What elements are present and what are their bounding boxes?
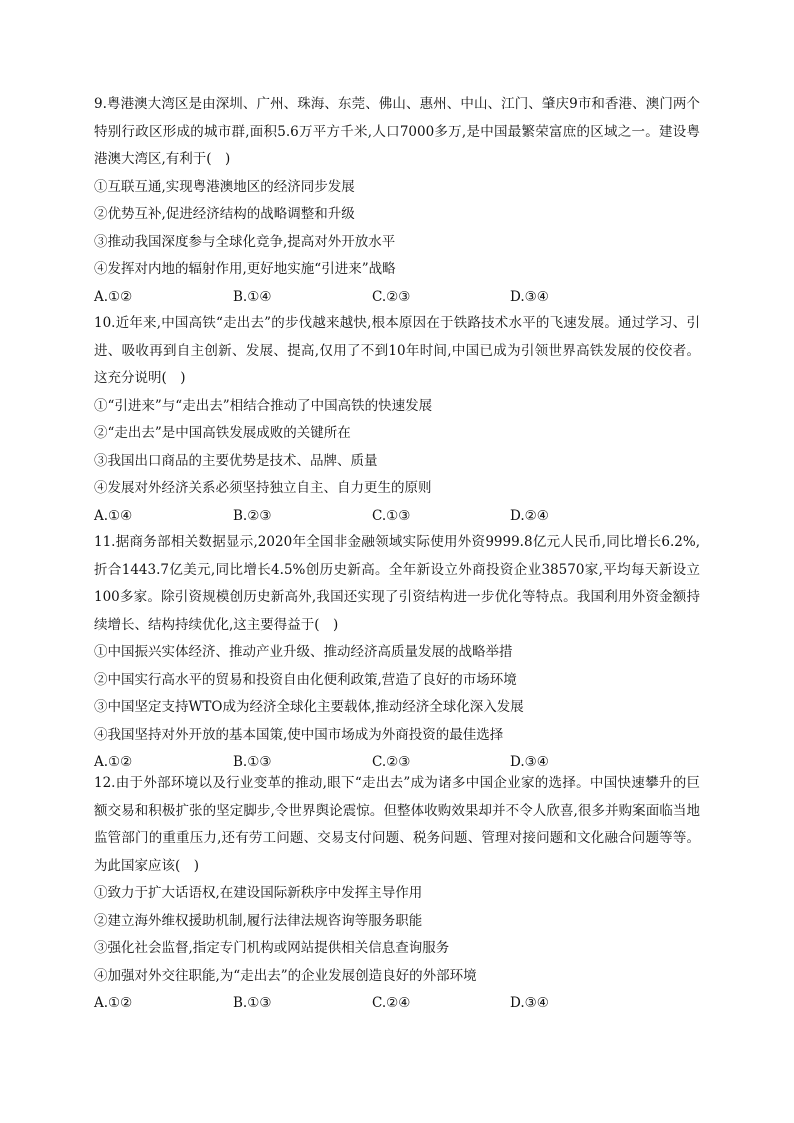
question-11-option-2: ②中国实行高水平的贸易和投资自由化便利政策,营造了良好的市场环境 <box>94 671 517 688</box>
question-9-stem: 9.粤港澳大湾区是由深圳、广州、珠海、东莞、佛山、惠州、中山、江门、肇庆9市和香港、澳门两个特别行政区形成的城市群,面积5.6万平方千米,人口7000多万,是中国最繁荣富庶的区域之一。建设粤港澳大湾区,有利于( ) <box>94 96 700 167</box>
question-11-stem: 11.据商务部相关数据显示,2020年全国非金融领域实际使用外资9999.8亿元人民币,同比增长6.2%,折合1443.7亿美元,同比增长4.5%创历史新高。全年新设立外商投资企业38570家,平均每天新设立100多家。除引资规模创历史新高外,我国还实现了引资结构进一步优化等特点。我国利用外资金额持续增长、结构持续优化,这主要得益于( ) <box>94 534 700 633</box>
question-10-choice-b: B.②③ <box>233 507 272 524</box>
question-9-option-2: ②优势互补,促进经济结构的战略调整和升级 <box>94 206 355 222</box>
question-10-choice-d: D.②④ <box>510 507 549 524</box>
question-9-choice-d: D.③④ <box>510 288 549 305</box>
question-12 <box>94 770 700 1018</box>
question-9 <box>94 91 700 311</box>
question-11-choice-d: D.③④ <box>510 754 549 770</box>
question-12-stem: 12.由于外部环境以及行业变革的推动,眼下“走出去”成为诸多中国企业家的选择。中国快速攀升的巨额交易和积极扩张的坚定脚步,令世界舆论震惊。但整体收购效果却并不令人欣喜,很多并购案面临当地监管部门的重重压力,还有劳工问题、交易支付问题、税务问题、管理对接问题和文化融合问题等等。为此国家应该( ) <box>94 775 700 874</box>
question-11-option-4: ④我国坚持对外开放的基本国策,使中国市场成为外商投资的最佳选择 <box>94 726 504 743</box>
question-9-option-3: ③推动我国深度参与全球化竞争,提高对外开放水平 <box>94 233 396 250</box>
question-9-option-1: ①互联互通,实现粤港澳地区的经济同步发展 <box>94 178 355 195</box>
question-12-option-1: ①致力于扩大话语权,在建设国际新秩序中发挥主导作用 <box>94 885 423 901</box>
question-10-stem: 10.近年来,中国高铁“走出去”的步伐越来越快,根本原因在于铁路技术水平的飞速发展。通过学习、引进、吸收再到自主创新、发展、提高,仅用了不到10年时间,中国已成为引领世界高铁发展的佼佼者。这充分说明( ) <box>94 315 700 386</box>
question-10-option-1: ①“引进来”与“走出去”相结合推动了中国高铁的快速发展 <box>94 397 433 414</box>
question-12-option-4: ④加强对外交往职能,为“走出去”的企业发展创造良好的外部环境 <box>94 967 477 984</box>
question-10-option-4: ④发展对外经济关系必须坚持独立自主、自力更生的原则 <box>94 480 432 496</box>
question-9-option-4: ④发挥对内地的辐射作用,更好地实施“引进来”战略 <box>94 261 396 277</box>
question-10 <box>94 310 700 530</box>
question-11-option-1: ①中国振兴实体经济、推动产业升级、推动经济高质量发展的战略举措 <box>94 644 513 660</box>
question-9-choice-a: A.①② <box>94 288 133 305</box>
question-12-option-3: ③强化社会监督,指定专门机构或网站提供相关信息查询服务 <box>94 940 450 956</box>
question-9-choice-b: B.①④ <box>233 288 272 305</box>
question-10-option-3: ③我国出口商品的主要优势是技术、品牌、质量 <box>94 452 378 469</box>
question-12-answer-choices <box>94 990 700 1018</box>
question-11-option-3: ③中国坚定支持WTO成为经济全球化主要载体,推动经济全球化深入发展 <box>94 699 524 715</box>
question-9-choice-c: C.②③ <box>372 288 411 305</box>
question-12-choice-a: A.①② <box>94 995 133 1011</box>
question-12-choice-b: B.①③ <box>233 995 272 1011</box>
question-11 <box>94 529 700 777</box>
question-10-choice-a: A.①④ <box>94 507 133 524</box>
question-12-choice-d: D.③④ <box>510 995 549 1011</box>
question-12-choice-c: C.②④ <box>372 995 411 1011</box>
question-9-answer-choices <box>94 284 700 312</box>
question-10-choice-c: C.①③ <box>372 507 411 524</box>
question-10-option-2: ②“走出去”是中国高铁发展成败的关键所在 <box>94 425 351 441</box>
question-11-choice-a: A.①② <box>94 754 133 770</box>
question-12-option-2: ②建立海外维权援助机制,履行法律法规咨询等服务职能 <box>94 912 423 929</box>
question-11-choice-c: C.②③ <box>372 754 411 770</box>
question-10-answer-choices <box>94 503 700 531</box>
question-11-choice-b: B.①③ <box>233 754 272 770</box>
